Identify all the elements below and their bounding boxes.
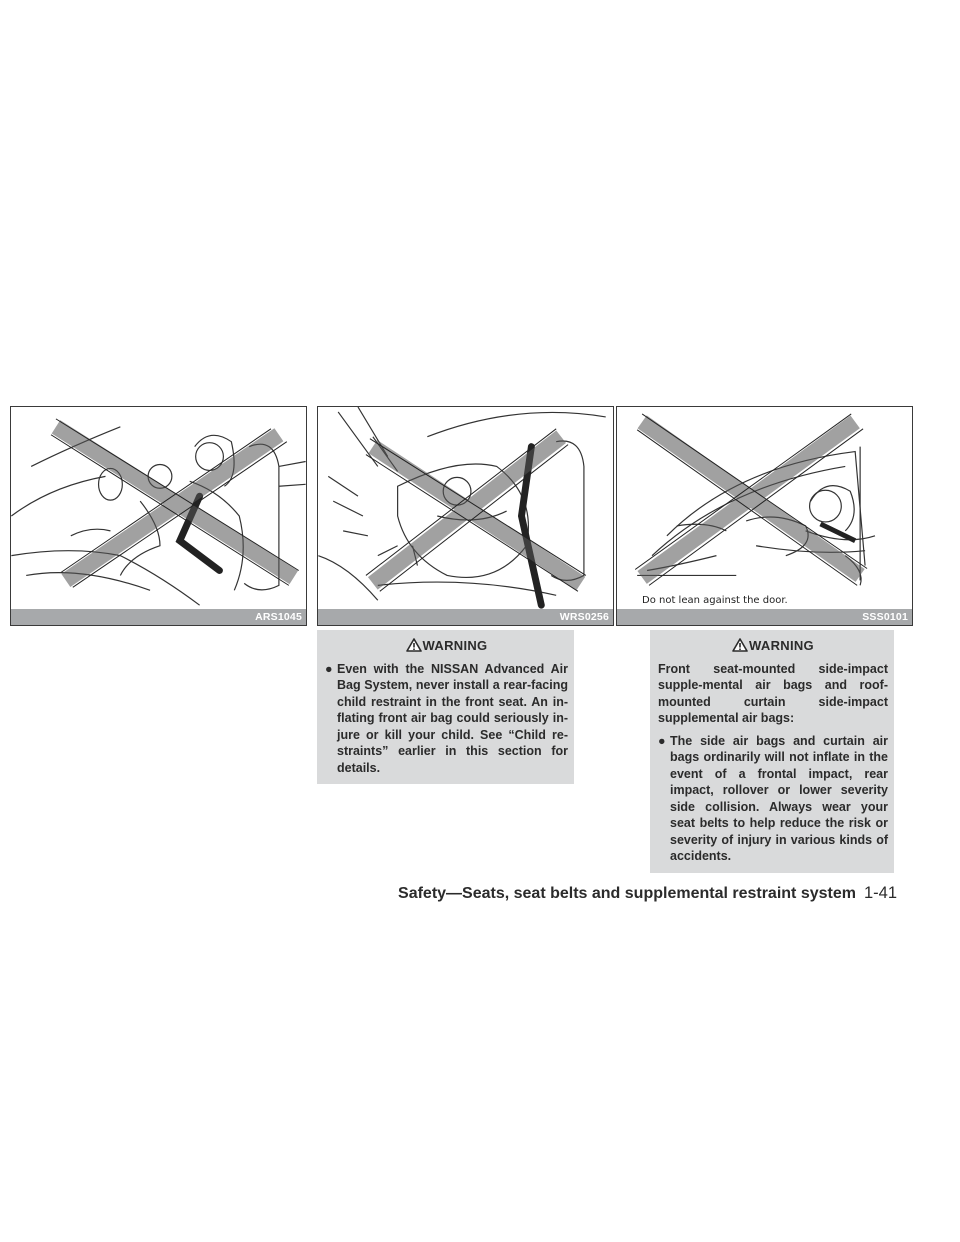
illustration-child-held-in-lap (11, 407, 306, 625)
figure-code: ARS1045 (11, 609, 306, 625)
warning-title: WARNING (749, 638, 814, 653)
bullet-icon: ● (325, 661, 333, 676)
warning-triangle-icon (732, 638, 748, 652)
page-footer (398, 884, 897, 903)
warning-lead-text: Front seat-mounted side-impact supple-mental air bags and roof-mounted curtain side-impact supplemental air bags: (658, 661, 888, 725)
page-number: 1-41 (863, 884, 897, 902)
warning-text: Even with the NISSAN Advanced Air Bag System, never install a rear-facing child restraint in the front seat. An in-flating front air bag could seriously in-jure or kill your child. See “Child re-straints” earlier in this section for details. (337, 661, 568, 775)
figure-code: SSS0101 (617, 609, 912, 625)
figure-code: WRS0256 (318, 609, 613, 625)
warning-heading (658, 638, 888, 655)
figure-ars1045 (10, 406, 307, 626)
warning-box-side-airbags (650, 630, 894, 873)
warning-heading (325, 638, 568, 655)
figure-sss0101 (616, 406, 913, 626)
figure-wrs0256 (317, 406, 614, 626)
illustration-rear-facing-restraint-airbag (318, 407, 613, 625)
warning-text: The side air bags and curtain air bags ordinarily will not inflate in the event of a frontal impact, rear impact, rollover or lower severity side collision. Always wear your seat belts to help reduce the risk or severity of injury in various kinds of accidents. (670, 733, 888, 863)
warning-bullet (658, 733, 888, 865)
warning-title: WARNING (422, 638, 488, 653)
figure-note: Do not lean against the door. (642, 595, 788, 606)
warning-box-child-restraint (317, 630, 574, 784)
warning-bullet (325, 661, 568, 777)
illustration-do-not-lean-on-door (617, 407, 912, 625)
bullet-icon: ● (658, 733, 666, 748)
warning-triangle-icon (406, 638, 422, 652)
section-title: Safety—Seats, seat belts and supplemental restraint system (398, 885, 856, 902)
